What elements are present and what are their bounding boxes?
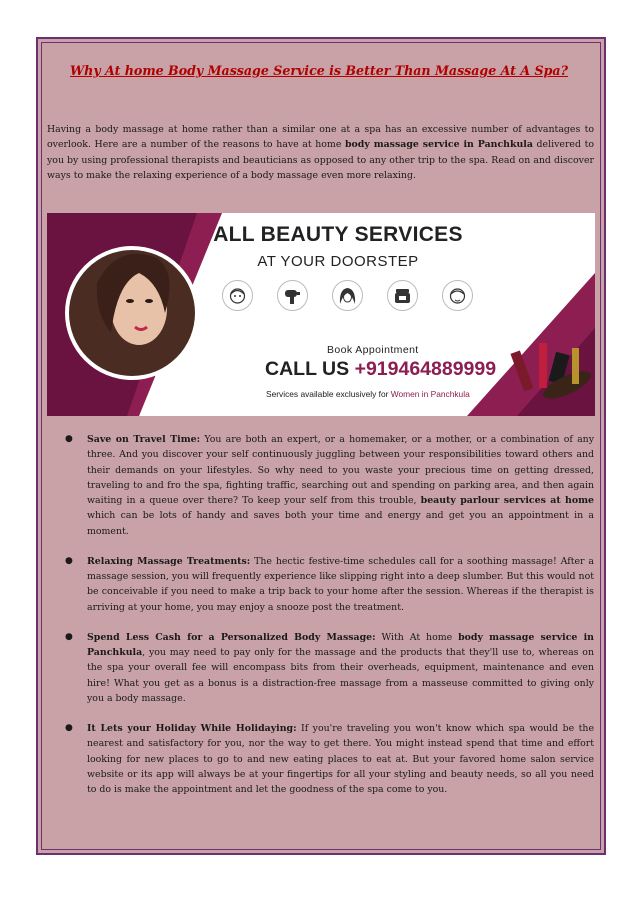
intro-paragraph	[47, 122, 594, 183]
point-text: You are both an expert, or a homemaker, or a mother, or a combination of any three. And you discover your self continuously juggling between your responsibilities toward others and their demands on your lifestyles. So why need to you waste your precious time on getting dressed, traveling to and fro the spa, fighting traffic, searching out and spending on parking area, and then again waiting in a queue over there? To keep your self from this trouble,	[87, 434, 594, 506]
cream-jar-icon	[387, 280, 418, 311]
list-item	[65, 721, 594, 797]
point-heading: It Lets your Holiday While Holidaying:	[87, 723, 297, 734]
intro-text-2: delivered to you by using professional therapists and beauticians as opposed to any other trip to the spa. Read on and discover ways to make the relaxing experience of a body massage even more relaxing.	[47, 139, 594, 181]
list-item	[65, 554, 594, 615]
bullet-icon: ●	[65, 631, 73, 642]
point-text: The hectic festive-time schedules call for a soothing massage! After a massage session, you will frequently experience like slipping right into a deep slumber. But this would not be conceivable if you need to make a trip back to your home after the session. Whereas if the therapist is arriving at your home, you may enjoy a snooze post the treatment.	[87, 555, 594, 613]
bullet-icon: ●	[65, 434, 73, 444]
book-appointment-label: Book Appointment	[327, 344, 419, 356]
point-heading: Spend Less Cash for a Personalized Body Massage:	[87, 631, 376, 643]
document-title: Why At home Body Massage Service is Better Than Massage At A Spa?	[70, 63, 568, 78]
availability-note	[266, 389, 470, 399]
point-text: which can be lots of handy and saves both your time and energy and get you an appointment in a moment.	[87, 510, 594, 537]
point-keyword: beauty parlour services at home	[420, 495, 594, 506]
benefits-list	[47, 432, 594, 812]
point-text: If you're traveling you won't know which spa would be the nearest and satisfactory for you, nor the way to get there. You might instead spend that time and effort looking for new places to go to and new eating places to eat at. But your favored home salon service website or its app will always be at your fingertips for all your styling and beauty needs, so all you need to do is make the appointment and let the goodness of the spa come to you.	[87, 723, 594, 795]
list-item	[65, 432, 594, 539]
intro-text-1: Having a body massage at home rather than a similar one at a spa has an excessive number of advantages to overlook. Here are a number of the reasons to have at home	[47, 124, 594, 151]
point-keyword: body massage service in Panchkula	[87, 631, 594, 658]
banner-subtitle: AT YOUR DOORSTEP	[257, 253, 419, 270]
services-banner-image	[47, 213, 595, 416]
bullet-icon: ●	[65, 555, 73, 566]
availability-prefix: Services available exclusively for	[266, 389, 391, 399]
bullet-icon: ●	[65, 723, 73, 733]
list-item	[65, 630, 594, 706]
point-heading: Relaxing Massage Treatments:	[87, 555, 251, 567]
makeup-icon	[442, 280, 473, 311]
facial-icon	[222, 280, 253, 311]
call-us-prefix: CALL US	[265, 358, 355, 380]
banner-title: ALL BEAUTY SERVICES	[213, 223, 463, 246]
availability-highlight: Women in Panchkula	[390, 389, 470, 399]
point-text: , you may need to pay only for the massage and the products that they'll use to, whereas on the spa your overall fee will encompass bits from their overheads, equipment, maintenance and even hire! What you get as a bonus is a distraction-free massage from a masseuse committed to giving only you a body massage.	[87, 647, 594, 704]
intro-keyword: body massage service in Panchkula	[344, 139, 533, 151]
point-heading: Save on Travel Time:	[87, 434, 201, 445]
hairstyle-icon	[332, 280, 363, 311]
call-us-line	[265, 358, 496, 381]
point-text: With At home	[375, 631, 459, 643]
hair-dryer-icon	[277, 280, 308, 311]
phone-number: +919464889999	[354, 358, 497, 380]
